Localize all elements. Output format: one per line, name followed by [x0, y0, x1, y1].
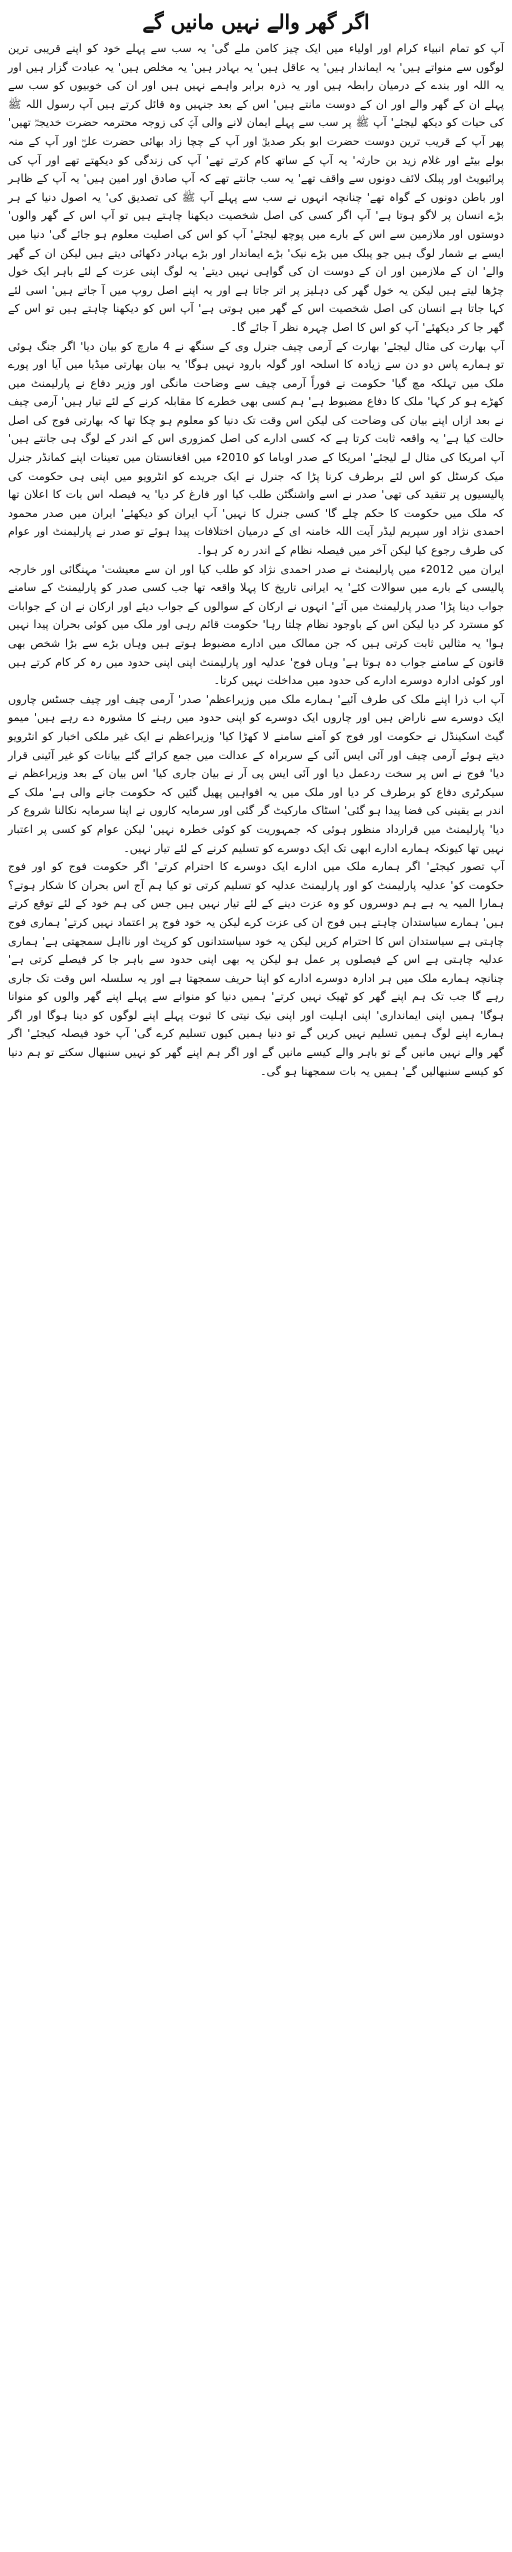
article-paragraph: آپ کو تمام انبیاء کرام اور اولیاء میں ایک چیز کامن ملے گی' یہ سب سے پہلے خود کو اپنے قریبی ترین لوگوں سے منواتے ہیں' یہ ایماندار ہیں' یہ عاقل ہیں' یہ بہادر ہیں' یہ مخلص ہیں' یہ عبادت گزار ہیں اور یہ اللہ اور بندے کے درمیان رابطہ ہیں اور یہ ذرہ برابر واہمے نہیں ہیں اور ان کی خوبیوں کو سب سے پہلے ان کے گھر والے اور ان کے دوست مانتے ہیں' اس کے بعد جنہیں وہ قائل کرتے ہیں آپ رسول اللہ ﷺ کی حیات کو دیکھ لیجئے' آپ ﷺ پر سب سے پہلے ایمان لانے والی آپؐ کی زوجہ محترمہ حضرت خدیجہؓ تھیں' پھر آپ کے قریب ترین دوست حضرت ابو بکر صدیقؓ اور آپ کے چچا زاد بھائی حضرت علیؓ اور آپ کے منہ بولے بیٹے اور غلام زید بن حارثہ' یہ آپ کے ساتھ کام کرتے تھے' آپ کی زندگی کو دیکھتے تھے اور آپ کی پرائیویٹ اور پبلک لائف دونوں سے واقف تھے' یہ سب جانتے تھے کہ آپ صادق اور امین ہیں' یہ آپ کے ظاہر اور باطن دونوں کے گواہ تھے' چنانچہ انہوں نے سب سے پہلے آپ ﷺ کی تصدیق کی' یہ اصول دنیا کے ہر بڑے انسان پر لاگو ہوتا ہے' آپ اگر کسی کی اصل شخصیت دیکھنا چاہتے ہیں تو آپ اس کے گھر والوں' دوستوں اور ملازمین سے اس کے بارے میں پوچھ لیجئے' آپ کو اس کی اصلیت معلوم ہو جائے گی' دنیا میں ایسے بے شمار لوگ ہیں جو پبلک میں بڑے نیک' بڑے ایماندار اور بڑے بہادر دکھائی دیتے ہیں لیکن ان کے گھر والے' ان کے ملازمین اور ان کے دوست ان کی گواہی نہیں دیتے' یہ لوگ اپنی عزت کے لئے باہر ایک خول چڑھا لیتے ہیں لیکن یہ خول گھر کی دہلیز پر اتر جاتا ہے اور یہ اپنے اصل روپ میں آ جاتے ہیں' اسی لئے کہا جاتا ہے انسان کی اصل شخصیت اس کے گھر میں ہوتی ہے' آپ اس کو دیکھنا چاہتے ہیں تو اس کے گھر جا کر دیکھئے' آپ کو اس کا اصل چہرہ نظر آ جائے گا۔: [8, 42, 504, 334]
article-body: [8, 40, 504, 1081]
article-headline: اگر گھر والے نہیں مانیں گے: [142, 10, 370, 34]
article-paragraph: آپ تصور کیجئے' اگر ہمارے ملک میں ادارے ایک دوسرے کا احترام کرتے' اگر حکومت فوج کو اور فوج حکومت کو' عدلیہ پارلیمنٹ کو اور پارلیمنٹ عدلیہ کو تسلیم کرتی تو کیا ہم آج اس بحران کا شکار ہوتے؟ ہمارا المیہ یہ ہے ہم دوسروں کو وہ عزت دینے کے لئے تیار نہیں ہیں جس کی ہم خود کے لئے توقع کرتے ہیں' ہمارے سیاستدان چاہتے ہیں فوج ان کی عزت کرے لیکن یہ خود فوج پر اعتماد نہیں کرتے' ہماری فوج چاہتی ہے سیاستدان اس کا احترام کریں لیکن یہ خود سیاستدانوں کو کرپٹ اور نااہل سمجھتی ہے' ہماری عدلیہ چاہتی ہے اس کے فیصلوں پر عمل ہو لیکن یہ بھی اپنی حدود سے باہر جا کر فیصلے کرتی ہے' چنانچہ ہمارے ملک میں ہر ادارہ دوسرے ادارے کو اپنا حریف سمجھتا ہے اور یہ سلسلہ اس وقت تک جاری رہے گا جب تک ہم اپنے گھر کو ٹھیک نہیں کرتے' ہمیں دنیا کو منوانے سے پہلے اپنے گھر والوں کو منوانا ہوگا' ہمیں اپنی ایمانداری' اپنی اہلیت اور اپنی نیک نیتی کا ثبوت پہلے اپنے لوگوں کو دینا ہوگا اور اگر ہمارے اپنے لوگ ہمیں تسلیم نہیں کریں گے تو دنیا ہمیں کیوں تسلیم کرے گی' آپ خود فیصلہ کیجئے' اگر گھر والے نہیں مانیں گے تو باہر والے کیسے مانیں گے اور اگر ہم اپنے گھر کو نہیں سنبھال سکتے تو ہم دنیا کو کیسے سنبھالیں گے' ہمیں یہ بات سمجھنا ہو گی۔: [8, 860, 504, 1078]
article-paragraph: ایران میں 2012ء میں پارلیمنٹ نے صدر احمدی نژاد کو طلب کیا اور ان سے معیشت' مہنگائی اور خارجہ پالیسی کے بارے میں سوالات کئے' یہ ایرانی تاریخ کا پہلا واقعہ تھا جب کسی صدر کو پارلیمنٹ کے سامنے جواب دینا پڑا' صدر پارلیمنٹ میں آئے' انہوں نے ارکان کے سوالوں کے جواب دیئے اور ارکان نے ان کے جوابات کو مسترد کر دیا لیکن اس کے باوجود نظام چلتا رہا' حکومت قائم رہی اور ملک میں کوئی بحران پیدا نہیں ہوا' یہ مثالیں ثابت کرتی ہیں کہ جن ممالک میں ادارے مضبوط ہوتے ہیں وہاں بڑے سے بڑا شخص بھی قانون کے سامنے جواب دہ ہوتا ہے' وہاں فوج' عدلیہ اور پارلیمنٹ اپنی اپنی حدود میں رہ کر کام کرتے ہیں اور کوئی ادارہ دوسرے ادارے کی حدود میں مداخلت نہیں کرتا۔: [8, 562, 504, 688]
article-paragraph: آپ اب ذرا اپنے ملک کی طرف آئیے' ہمارے ملک میں وزیراعظم' صدر' آرمی چیف اور چیف جسٹس چاروں ایک دوسرے سے ناراض ہیں اور چاروں ایک دوسرے کو اپنی حدود میں رہنے کا مشورہ دے رہے ہیں' میمو گیٹ اسکینڈل نے حکومت اور فوج کو آمنے سامنے لا کھڑا کیا' وزیراعظم نے ایک غیر ملکی اخبار کو انٹرویو دیتے ہوئے آرمی چیف اور آئی ایس آئی کے سربراہ کے عدالت میں جمع کرائے گئے بیانات کو غیر آئینی قرار دیا' فوج نے اس پر سخت ردعمل دیا اور آئی ایس پی آر نے بیان جاری کیا' اس بیان کے بعد وزیراعظم نے سیکرٹری دفاع کو برطرف کر دیا اور ملک میں یہ افواہیں پھیل گئیں کہ حکومت جانے والی ہے' ملک کے اندر بے یقینی کی فضا پیدا ہو گئی' اسٹاک مارکیٹ گر گئی اور سرمایہ کاروں نے اپنا سرمایہ نکالنا شروع کر دیا' پارلیمنٹ میں قرارداد منظور ہوئی کہ جمہوریت کو کوئی خطرہ نہیں' لیکن عوام کو کسی پر اعتبار نہیں تھا کیونکہ ہمارے ادارے ابھی تک ایک دوسرے کو تسلیم کرنے کے لئے تیار نہیں۔: [8, 692, 504, 855]
article-paragraph: آپ بھارت کی مثال لیجئے' بھارت کے آرمی چیف جنرل وی کے سنگھ نے 4 مارچ کو بیان دیا' اگر جنگ ہوئی تو ہمارے پاس دو دن سے زیادہ کا اسلحہ اور گولہ بارود نہیں ہوگا' یہ بیان بھارتی میڈیا میں آیا اور پورے ملک میں تہلکہ مچ گیا' حکومت نے فوراً آرمی چیف سے وضاحت مانگی اور وزیر دفاع نے پارلیمنٹ میں کھڑے ہو کر کہا' ملک کا دفاع مضبوط ہے' ہم کسی بھی خطرے کا مقابلہ کرنے کے لئے تیار ہیں' آرمی چیف نے بعد ازاں اپنے بیان کی وضاحت کی لیکن اس وقت تک دنیا کو معلوم ہو چکا تھا کہ بھارتی فوج کی اصل حالت کیا ہے' یہ واقعہ ثابت کرتا ہے کہ کسی ادارے کی اصل کمزوری اس کے اندر کے لوگ ہی جانتے ہیں' آپ امریکا کی مثال لے لیجئے' امریکا کے صدر اوباما کو 2010ء میں افغانستان میں تعینات اپنے کمانڈر جنرل میک کرسٹل کو اس لئے برطرف کرنا پڑا کہ جنرل نے ایک جریدے کو انٹرویو میں اپنی ہی حکومت کی پالیسیوں پر تنقید کی تھی' صدر نے اسے واشنگٹن طلب کیا اور فارغ کر دیا' یہ فیصلہ اس بات کا اعلان تھا کہ ملک میں حکومت کا حکم چلے گا' کسی جنرل کا نہیں' آپ ایران کو دیکھئے' ایران میں صدر محمود احمدی نژاد اور سپریم لیڈر آیت اللہ خامنہ ای کے درمیان اختلافات پیدا ہوئے تو صدر نے پارلیمنٹ اور عوام کی طرف رجوع کیا لیکن آخر میں فیصلہ نظام کے اندر رہ کر ہوا۔: [8, 339, 505, 558]
